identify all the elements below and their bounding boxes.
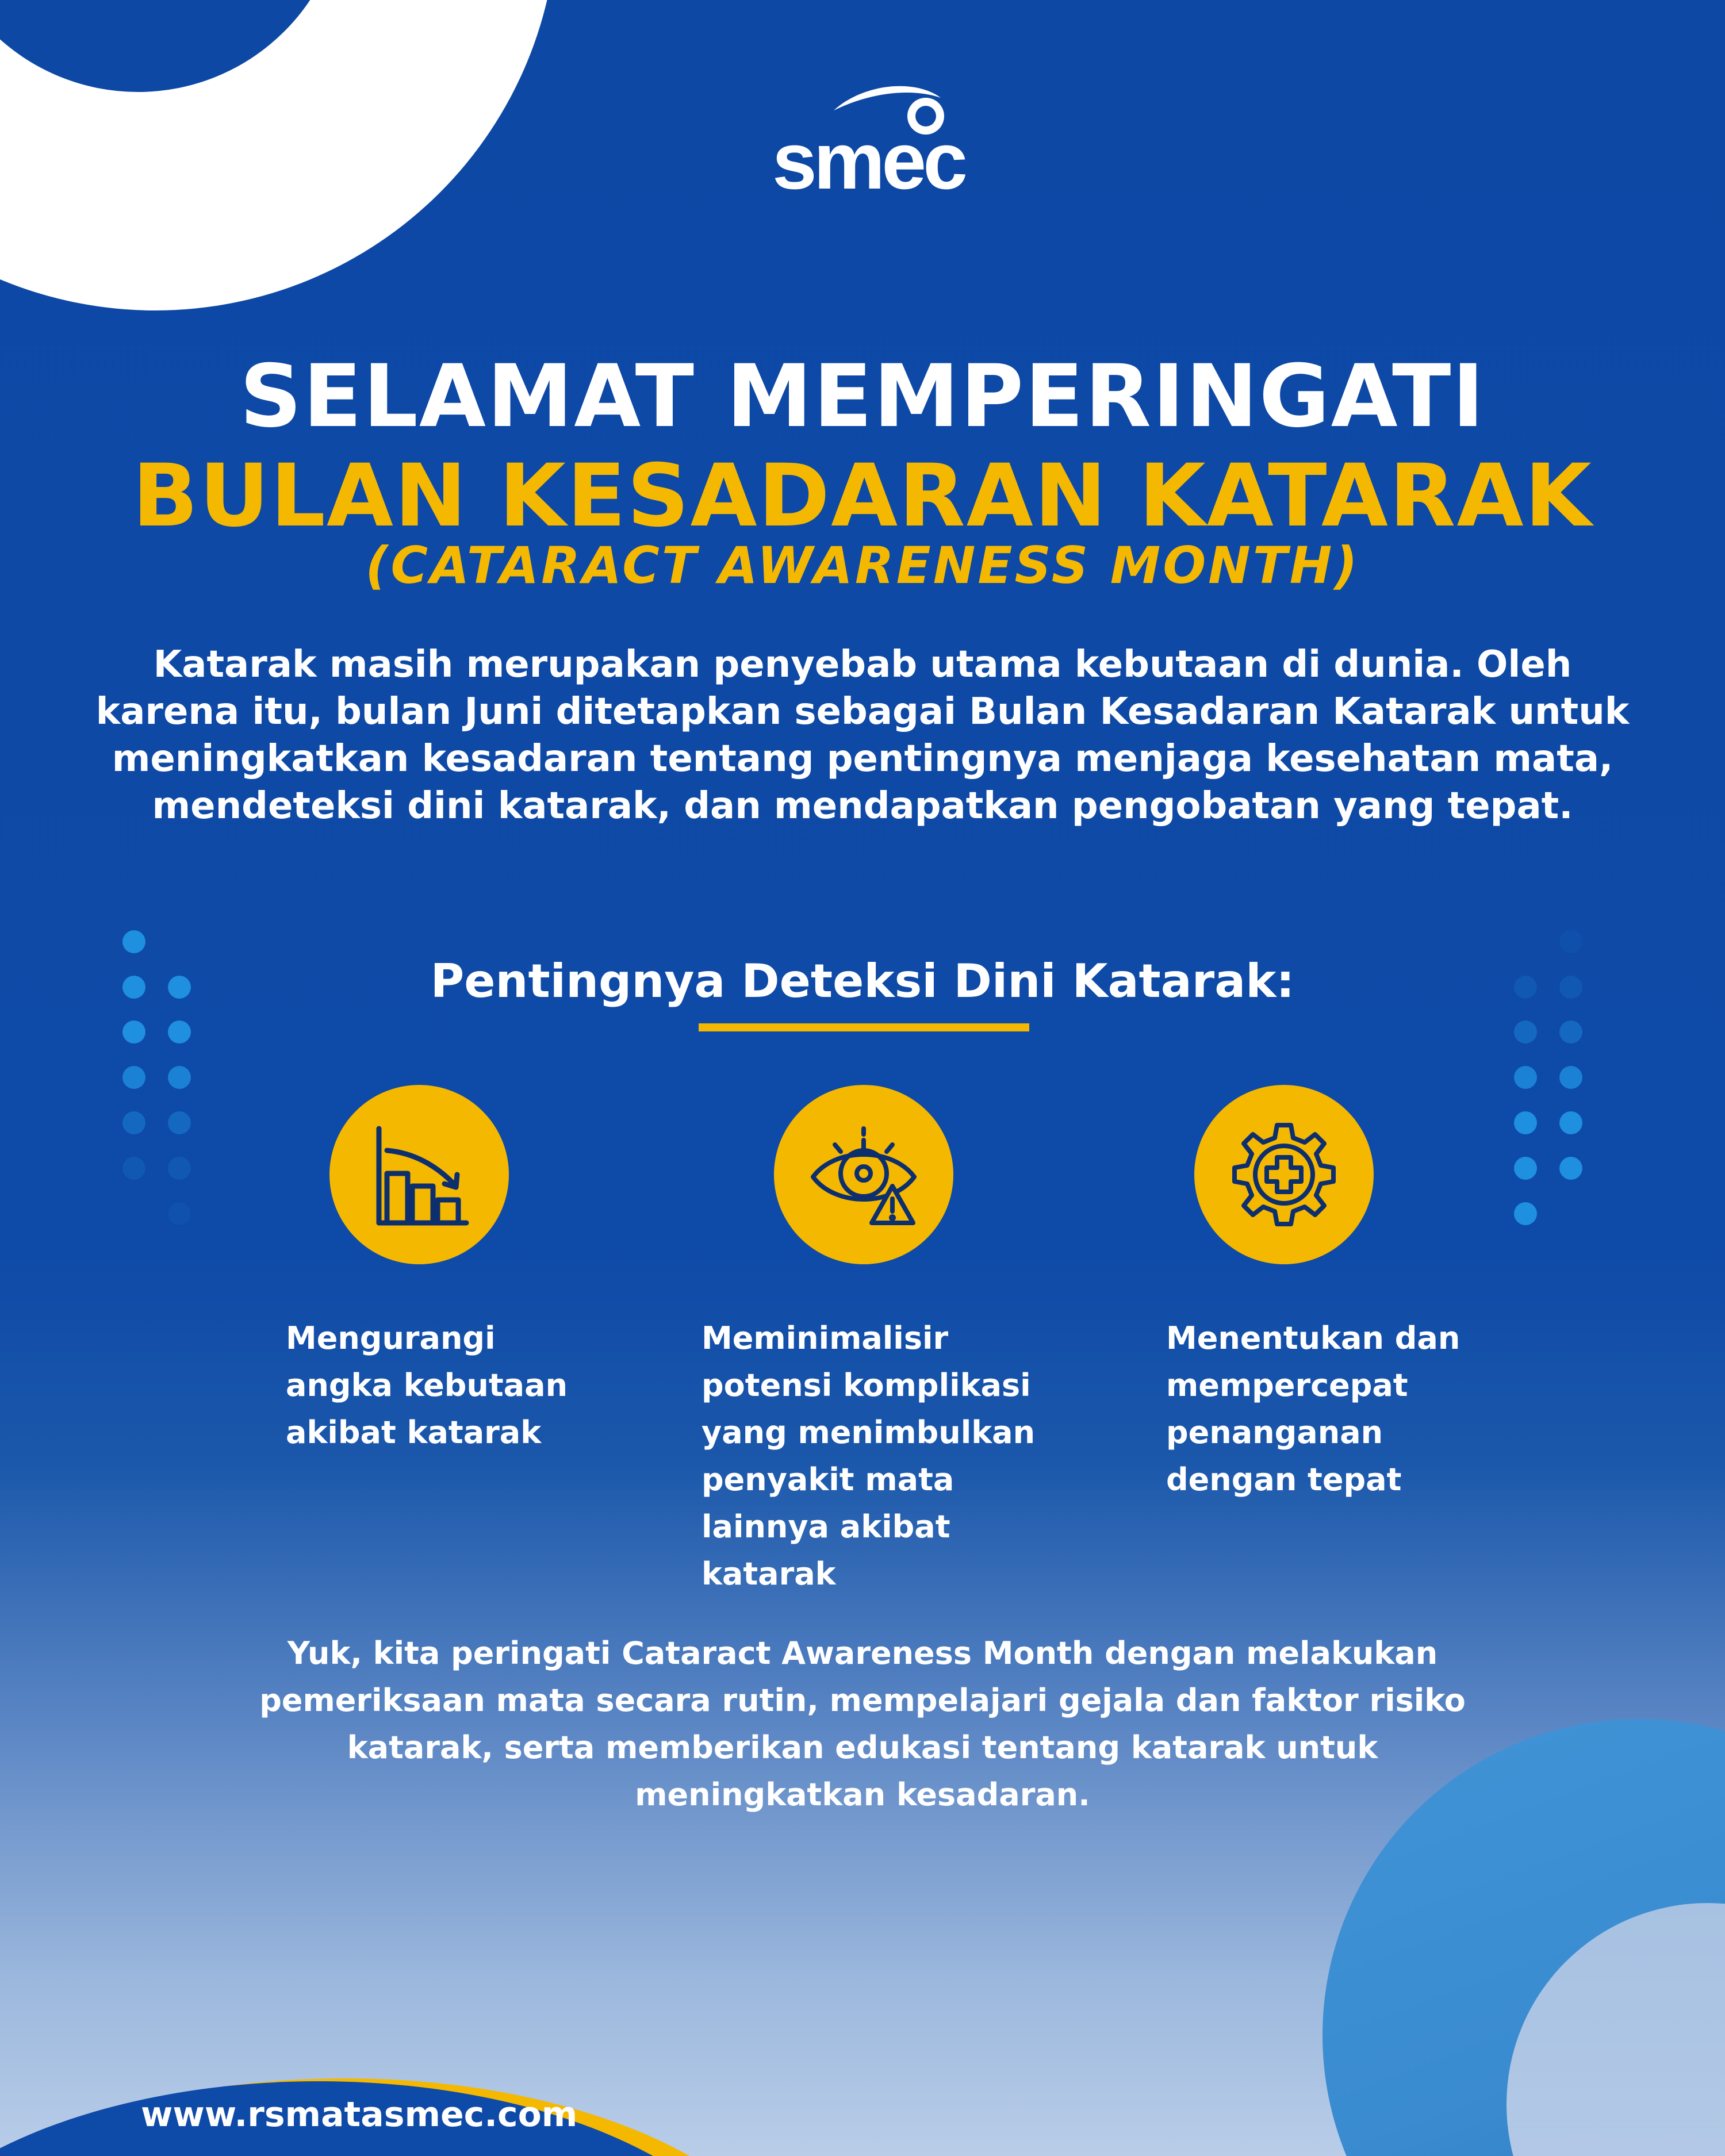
dot bbox=[1514, 1157, 1537, 1180]
brand-logo bbox=[765, 80, 972, 206]
eye-warning-icon bbox=[806, 1117, 921, 1232]
dot bbox=[168, 1111, 191, 1134]
section-title: Pentingnya Deteksi Dini Katarak: bbox=[430, 954, 1295, 1008]
dot bbox=[1559, 1021, 1582, 1044]
dot bbox=[168, 1066, 191, 1089]
declining-chart-icon bbox=[362, 1117, 477, 1232]
dot bbox=[1559, 1157, 1582, 1180]
gear-medical-cross-icon bbox=[1226, 1117, 1341, 1232]
benefit-icon-circle bbox=[329, 1085, 509, 1264]
dot bbox=[1559, 930, 1582, 953]
benefit-icon-circle bbox=[774, 1085, 953, 1264]
dot bbox=[122, 1157, 145, 1180]
section-underline bbox=[699, 1023, 1029, 1031]
benefit-text: Meminimalisir potensi komplikasi yang menimbulkan penyakit mata lainnya akibat katarak bbox=[702, 1320, 1036, 1592]
title-subtitle: (CATARACT AWARENESS MONTH) bbox=[365, 536, 1360, 595]
dot bbox=[168, 1021, 191, 1044]
dot bbox=[122, 930, 145, 953]
dot bbox=[1514, 1202, 1537, 1225]
dot bbox=[122, 1066, 145, 1089]
dot bbox=[1514, 1066, 1537, 1089]
benefit-icon-circle bbox=[1194, 1085, 1374, 1264]
title-line-2: BULAN KESADARAN KATARAK bbox=[132, 446, 1593, 546]
intro-paragraph: Katarak masih merupakan penyebab utama kebutaan di dunia. Oleh karena itu, bulan Juni ditetapkan sebagai Bulan Kesadaran Katarak untuk meningkatkan kesadaran tentang pentingnya menjaga kesehatan mata, mendeteksi dini katarak, dan mendapatkan pengobatan yang tepat. bbox=[95, 643, 1630, 827]
dot bbox=[1514, 1021, 1537, 1044]
dot bbox=[122, 1021, 145, 1044]
benefit-text: Mengurangi angka kebutaan akibat katarak bbox=[286, 1320, 568, 1451]
dot bbox=[1559, 1111, 1582, 1134]
website-link[interactable]: www.rsmatasmec.com bbox=[141, 2094, 578, 2135]
closing-paragraph: Yuk, kita peringati Cataract Awareness Month dengan melakukan pemeriksaan mata secara rutin, mempelajari gejala dan faktor risiko katarak, serta memberikan edukasi tentang katarak untuk meningkatkan kesadaran. bbox=[259, 1635, 1466, 1813]
benefit-text: Menentukan dan mempercepat penanganan dengan tepat bbox=[1166, 1320, 1460, 1498]
title-line-1: SELAMAT MEMPERINGATI bbox=[239, 347, 1486, 447]
dot bbox=[1559, 1066, 1582, 1089]
dot bbox=[168, 1157, 191, 1180]
dot bbox=[168, 1202, 191, 1225]
dot bbox=[122, 1111, 145, 1134]
brand-name: smec bbox=[772, 116, 965, 206]
dot bbox=[1514, 1111, 1537, 1134]
